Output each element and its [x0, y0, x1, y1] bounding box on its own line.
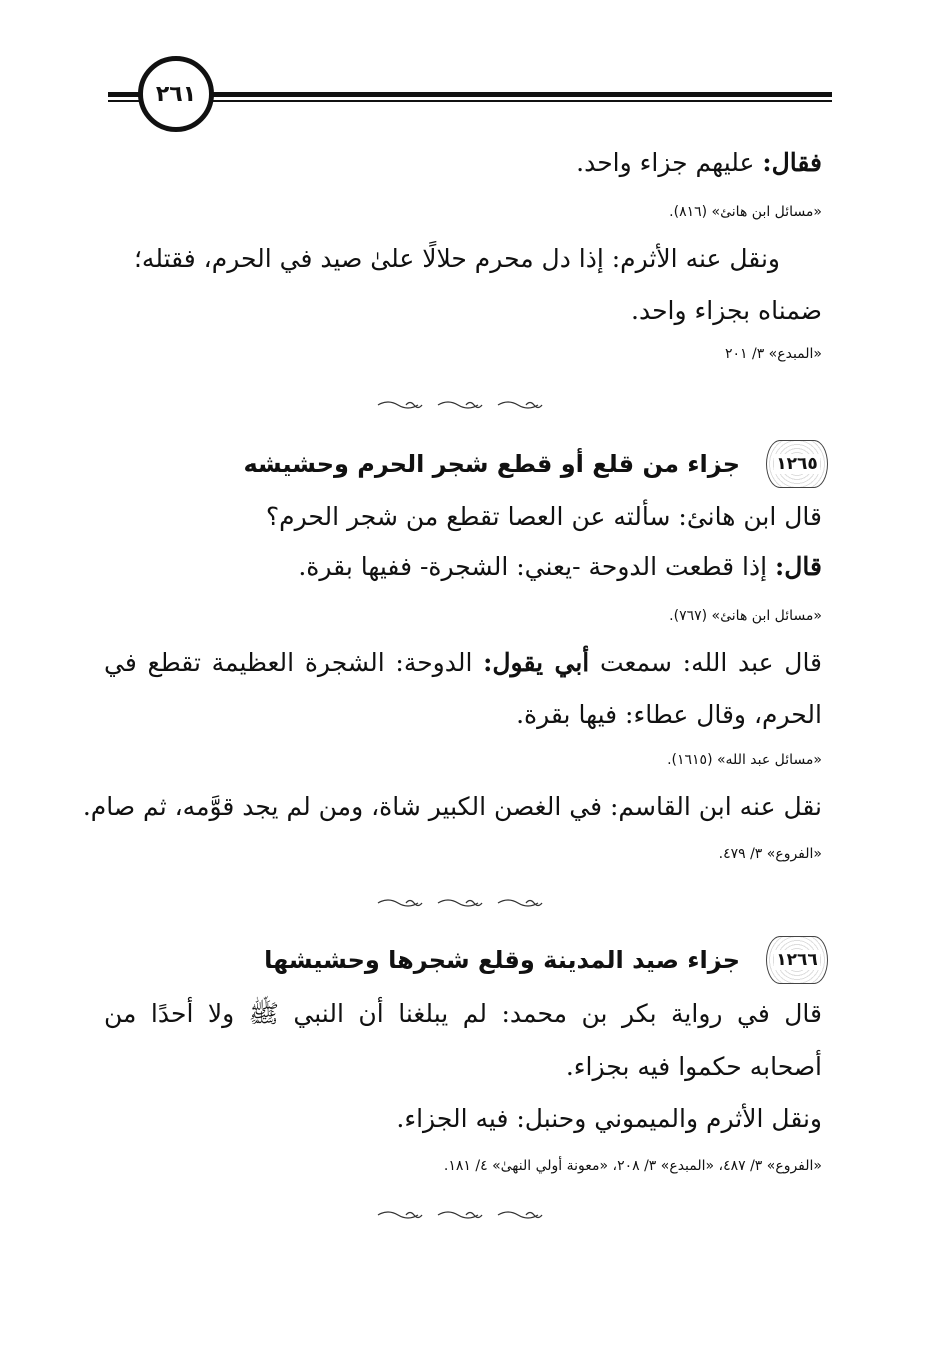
paragraph-text: قال عبد الله: سمعت	[589, 648, 823, 677]
section-number: ١٢٦٥	[776, 454, 818, 474]
paragraph-text: إذا قطعت الدوحة -يعني: الشجرة- ففيها بقرة.	[298, 552, 776, 581]
reference-2: «المبدع» ٣/ ٢٠١	[724, 346, 822, 362]
section-divider-ornament	[376, 1208, 546, 1222]
paragraph-6: نقل عنه ابن القاسم: في الغصن الكبير شاة، ومن لم يجد قوَّمه، ثم صام.	[82, 792, 822, 821]
paragraph-1	[576, 148, 822, 177]
section-number-badge	[766, 936, 828, 984]
section-heading-1266	[264, 936, 828, 984]
paragraph-5-line-1	[104, 648, 822, 677]
section-divider-ornament	[376, 398, 546, 412]
reference-3: «مسائل ابن هانئ» (٧٦٧).	[669, 608, 822, 624]
section-number-badge	[766, 440, 828, 488]
bold-phrase: أبي يقول:	[483, 648, 590, 677]
page-number-badge	[138, 56, 214, 132]
reference-5: «الفروع» ٣/ ٤٧٩.	[718, 846, 822, 862]
paragraph-4	[298, 552, 822, 581]
section-title: جزاء صيد المدينة وقلع شجرها وحشيشها	[264, 946, 740, 974]
section-number: ١٢٦٦	[776, 950, 818, 970]
paragraph-text: عليهم جزاء واحد.	[576, 148, 763, 177]
reference-1: «مسائل ابن هانئ» (٨١٦).	[669, 204, 822, 220]
paragraph-7-line-1: قال في رواية بكر بن محمد: لم يبلغنا أن النبي ﷺ ولا أحدًا من	[104, 999, 822, 1028]
paragraph-8: ونقل الأثرم والميموني وحنبل: فيه الجزاء.	[396, 1104, 822, 1133]
bold-lead: قال:	[775, 552, 822, 581]
section-divider-ornament	[376, 896, 546, 910]
reference-4: «مسائل عبد الله» (١٦١٥).	[667, 752, 822, 768]
paragraph-text: الدوحة: الشجرة العظيمة تقطع في	[104, 648, 484, 677]
bold-lead: فقال:	[762, 148, 822, 177]
paragraph-3: قال ابن هانئ: سألته عن العصا تقطع من شجر الحرم؟	[265, 502, 822, 531]
header-rule	[108, 92, 832, 97]
paragraph-5-line-2: الحرم، وقال عطاء: فيها بقرة.	[516, 700, 822, 729]
page-number: ٢٦١	[155, 81, 197, 107]
paragraph-7-line-2: أصحابه حكموا فيه بجزاء.	[565, 1052, 822, 1081]
paragraph-2-line-1: ونقل عنه الأثرم: إذا دل محرم حلالًا علىٰ صيد في الحرم، فقتله؛	[133, 244, 780, 273]
section-title: جزاء من قلع أو قطع شجر الحرم وحشيشه	[243, 450, 740, 478]
paragraph-2-line-2: ضمناه بجزاء واحد.	[631, 296, 822, 325]
header-rule-thin	[108, 100, 832, 102]
section-heading-1265	[244, 440, 829, 488]
reference-6: «الفروع» ٣/ ٤٨٧، «المبدع» ٣/ ٢٠٨، «معونة أولي النهىٰ» ٤/ ١٨١.	[443, 1158, 822, 1174]
